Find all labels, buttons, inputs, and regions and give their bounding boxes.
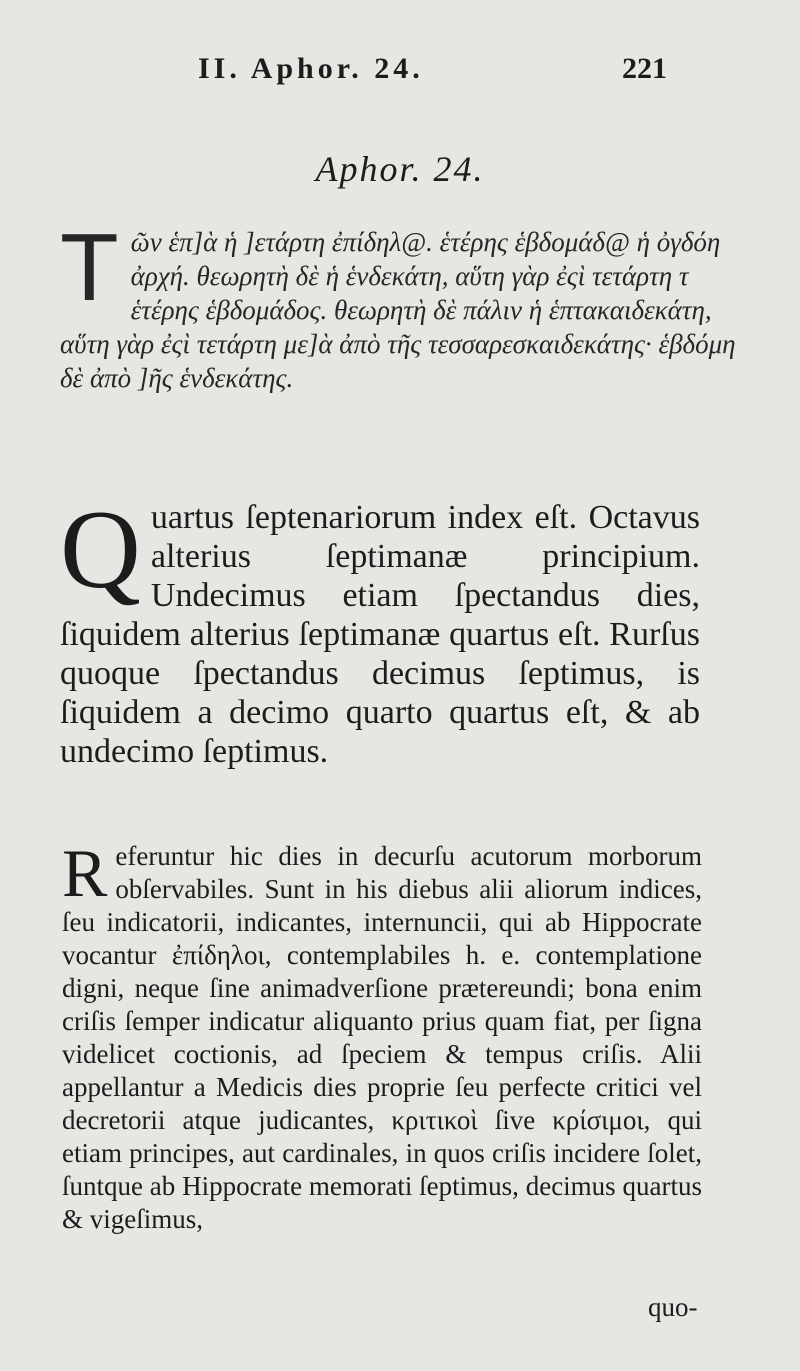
catchword: quo-	[648, 1292, 698, 1322]
latin-body: uartus ſeptenariorum index eſt. Octavus alterius ſeptimanæ principium. Undecimus etiam ſpectandus dies, ſiquidem alterius ſeptimanæ quartus eſt. Rurſus quoque ſpectandus decimus ſeptimus, is ſiquidem a decimo quarto quartus eſt, & ab undecimo ſeptimus.	[60, 499, 700, 770]
latin-translation	[60, 488, 700, 771]
commentary-paragraph	[62, 835, 702, 1236]
greek-body: ῶν ἑπ]ὰ ἡ ]ετάρτη ἐπίδηλ@. ἑτέρης ἑβδομάδ@ ἡ ὀγδόη ἀρχή. θεωρητὴ δὲ ἡ ἑνδεκάτη, αὕτη γὰρ ἐςὶ τετάρτη τ ἑτέρης ἑβδομάδος. θεωρητὴ δὲ πάλιν ἡ ἑπτακαιδεκάτη, αὕτη γὰρ ἐςὶ τετάρτη με]ὰ ἀπὸ τῆς τεσσαρεσκαιδεκάτης· ἑβδόμη δὲ ἀπὸ ]ῆς ἑνδεκάτης.	[60, 227, 736, 393]
greek-drop-cap: T	[60, 214, 119, 321]
commentary-body: eferuntur hic dies in decurſu acutorum morborum obſervabiles. Sunt in his diebus alii aliorum indices, ſeu indicatorii, indicantes, internuncii, qui ab Hippocrate vocantur ἐπίδηλοι, contemplabiles h. e. contemplatione digni, neque ſine animadverſione prætereundi; bona enim criſis ſemper indicatur aliquanto prius quam fiat, per ſigna videlicet coctionis, ad ſpeciem & tempus criſis. Alii appellantur a Medicis dies proprie ſeu perfecte critici vel decretorii atque judicantes, κριτικοὶ ſive κρίσιμοι, qui etiam principes, aut cardinales, in quos criſis incidere ſolet, ſuntque ab Hippocrate memorati ſeptimus, decimus quartus & vigeſimus,	[62, 841, 702, 1234]
commentary-drop-cap: R	[62, 835, 108, 911]
latin-drop-cap: Q	[60, 488, 141, 612]
running-head	[0, 52, 800, 92]
aphorism-heading: Aphor. 24.	[315, 149, 485, 189]
running-head-title: II. Aphor. 24.	[198, 52, 424, 85]
page-number: 221	[622, 52, 667, 85]
greek-aphorism-text	[60, 214, 740, 395]
